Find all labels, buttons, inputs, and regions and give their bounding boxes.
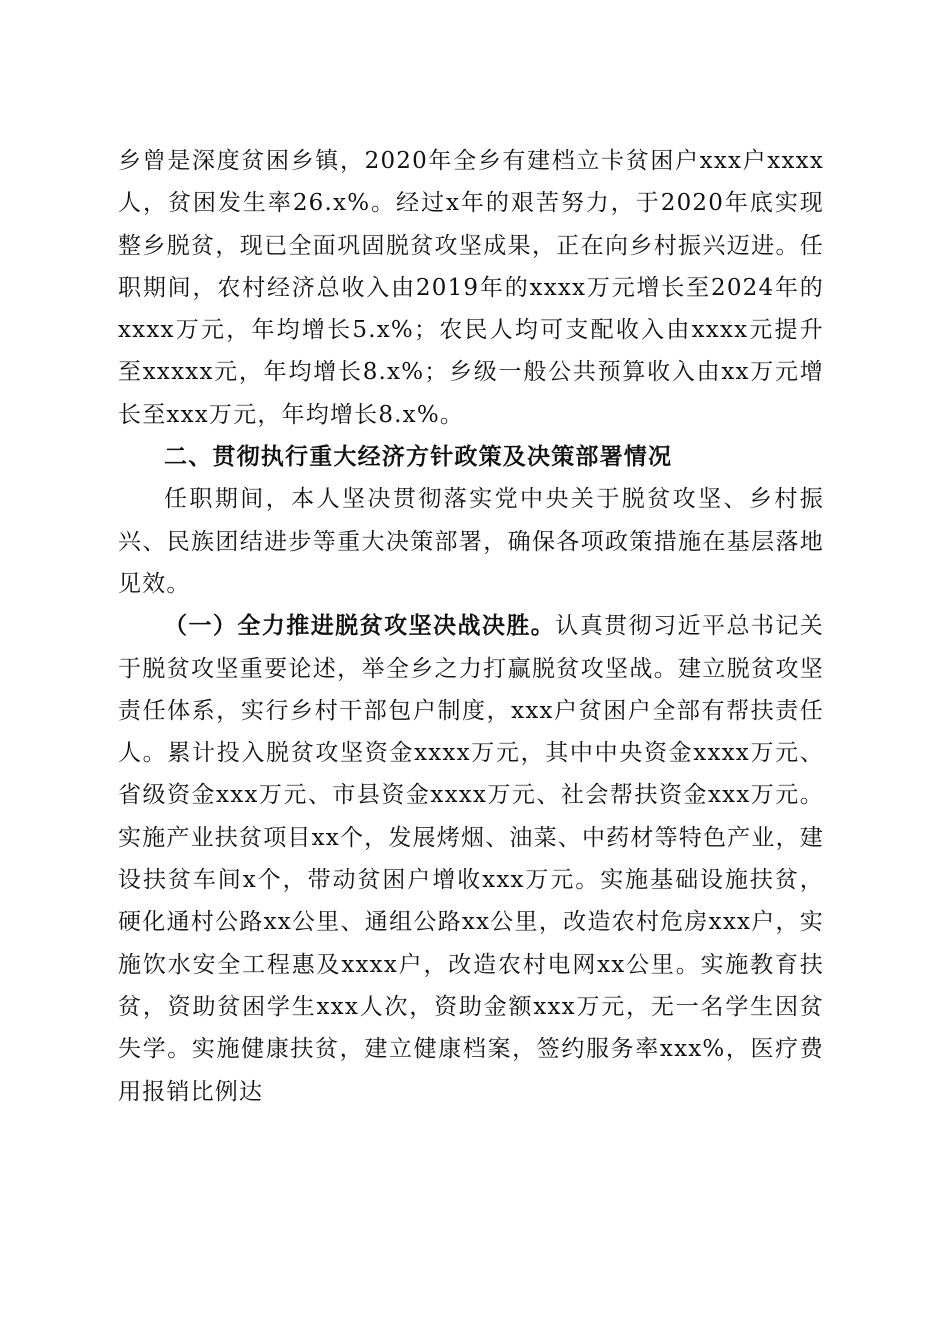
section-heading: 二、贯彻执行重大经济方针政策及决策部署情况	[164, 444, 673, 471]
paragraph-3-text: 认真贯彻习近平总书记关于脱贫攻坚重要论述，举全乡之力打赢脱贫攻坚战。建立脱贫攻坚责任体系，实行乡村干部包户制度，xxx户贫困户全部有帮扶责任人。累计投入脱贫攻坚资金xxxx万元，其中中央资金xxxx万元、省级资金xxx万元、市县资金xxxx万元、社会帮扶资金xxx万元。实施产业扶贫项目xx个，发展烤烟、油菜、中药材等特色产业，建设扶贫车间x个，带动贫困户增收xxx万元。实施基础设施扶贫，硬化通村公路xx公里、通组公路xx公里，改造农村危房xxx户，实施饮水安全工程惠及xxxx户，改造农村电网xx公里。实施教育扶贫，资助贫困学生xxx人次，资助金额xxx万元，无一名学生因贫失学。实施健康扶贫，建立健康档案，签约服务率xxx%，医疗费用报销比例达	[118, 613, 825, 1105]
document-body	[118, 140, 824, 1113]
subsection-heading: （一）全力推进脱贫攻坚决战决胜。	[164, 613, 556, 640]
paragraph-3	[118, 605, 824, 1113]
paragraph-1: 乡曾是深度贫困乡镇，2020年全乡有建档立卡贫困户xxx户xxxx人，贫困发生率26.x%。经过x年的艰苦努力，于2020年底实现整乡脱贫，现已全面巩固脱贫攻坚成果，正在向乡村振兴迈进。任职期间，农村经济总收入由2019年的xxxx万元增长至2024年的xxxx万元，年均增长5.x%；农民人均可支配收入由xxxx元提升至xxxxx元，年均增长8.x%；乡级一般公共预算收入由xx万元增长至xxx万元，年均增长8.x%。	[118, 148, 824, 428]
paragraph-2: 任职期间，本人坚决贯彻落实党中央关于脱贫攻坚、乡村振兴、民族团结进步等重大决策部署，确保各项政策措施在基层落地见效。	[118, 486, 824, 597]
